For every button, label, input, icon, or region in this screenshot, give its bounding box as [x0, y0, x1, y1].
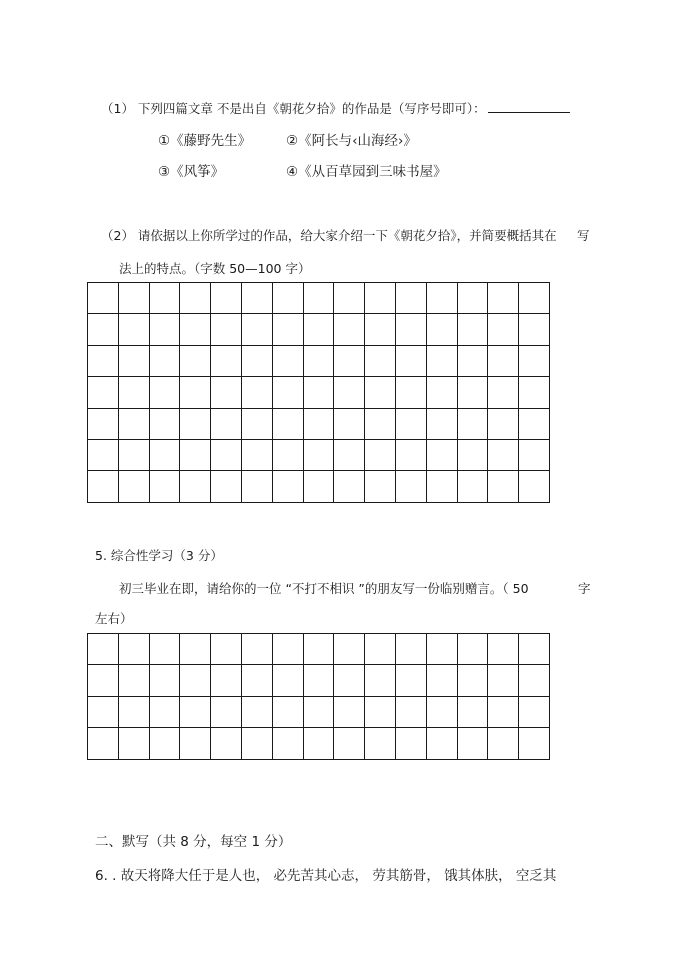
grid-cell[interactable]	[519, 345, 550, 376]
grid-cell[interactable]	[365, 665, 396, 696]
grid-cell[interactable]	[241, 377, 272, 408]
grid-cell[interactable]	[303, 665, 334, 696]
grid-cell[interactable]	[457, 283, 488, 314]
grid-cell[interactable]	[241, 471, 272, 502]
grid-cell[interactable]	[395, 471, 426, 502]
q5-heading: 5. 综合性学习（3 分）	[95, 548, 223, 563]
grid-cell[interactable]	[241, 728, 272, 759]
q5-prompt-line2: 左右）	[95, 611, 133, 626]
grid-cell[interactable]	[519, 634, 550, 665]
grid-cell[interactable]	[118, 696, 149, 727]
grid-cell[interactable]	[395, 665, 426, 696]
grid-cell[interactable]	[334, 634, 365, 665]
grid-cell[interactable]	[241, 439, 272, 470]
grid-cell[interactable]	[334, 377, 365, 408]
grid-cell[interactable]	[334, 283, 365, 314]
grid-cell[interactable]	[457, 377, 488, 408]
grid-cell[interactable]	[149, 634, 180, 665]
grid-cell[interactable]	[457, 728, 488, 759]
grid-cell[interactable]	[149, 283, 180, 314]
q2-prompt-line1-tail: 写	[577, 228, 590, 243]
grid-cell[interactable]	[365, 377, 396, 408]
grid-cell[interactable]	[334, 439, 365, 470]
q1-prompt	[101, 101, 570, 117]
grid-cell[interactable]	[88, 665, 119, 696]
grid-cell[interactable]	[395, 408, 426, 439]
grid-cell[interactable]	[426, 634, 457, 665]
grid-cell[interactable]	[488, 314, 519, 345]
grid-cell[interactable]	[180, 728, 211, 759]
grid-cell[interactable]	[519, 696, 550, 727]
q6-text: 6. . 故天将降大任于是人也， 必先苦其心志， 劳其筋骨， 饿其体肤， 空乏其	[95, 868, 557, 884]
grid-cell[interactable]	[180, 471, 211, 502]
q5-prompt-line1-tail: 字	[578, 581, 591, 596]
grid-cell[interactable]	[272, 408, 303, 439]
grid-cell[interactable]	[488, 408, 519, 439]
grid-cell[interactable]	[241, 665, 272, 696]
grid-cell[interactable]	[180, 283, 211, 314]
grid-row	[88, 696, 550, 727]
grid-cell[interactable]	[365, 634, 396, 665]
grid-cell[interactable]	[272, 634, 303, 665]
grid-cell[interactable]	[88, 471, 119, 502]
grid-row	[88, 634, 550, 665]
grid-row	[88, 377, 550, 408]
grid-cell[interactable]	[180, 377, 211, 408]
grid-cell[interactable]	[334, 345, 365, 376]
grid-cell[interactable]	[303, 283, 334, 314]
grid-cell[interactable]	[118, 283, 149, 314]
grid-cell[interactable]	[303, 471, 334, 502]
grid-cell[interactable]	[149, 471, 180, 502]
grid-cell[interactable]	[272, 283, 303, 314]
grid-cell[interactable]	[118, 345, 149, 376]
q1-option-2: ②《阿长与‹山海经›》	[286, 133, 417, 149]
grid-cell[interactable]	[519, 728, 550, 759]
grid-cell[interactable]	[426, 665, 457, 696]
grid-cell[interactable]	[149, 439, 180, 470]
grid-cell[interactable]	[334, 471, 365, 502]
q5-writing-grid[interactable]	[87, 633, 550, 760]
grid-cell[interactable]	[88, 728, 119, 759]
grid-cell[interactable]	[457, 471, 488, 502]
grid-row	[88, 665, 550, 696]
grid-cell[interactable]	[272, 314, 303, 345]
grid-cell[interactable]	[395, 728, 426, 759]
grid-cell[interactable]	[303, 408, 334, 439]
grid-cell[interactable]	[241, 696, 272, 727]
grid-cell[interactable]	[395, 634, 426, 665]
grid-cell[interactable]	[488, 471, 519, 502]
grid-cell[interactable]	[241, 408, 272, 439]
grid-cell[interactable]	[488, 634, 519, 665]
grid-cell[interactable]	[272, 377, 303, 408]
grid-cell[interactable]	[488, 439, 519, 470]
grid-cell[interactable]	[488, 283, 519, 314]
grid-cell[interactable]	[365, 345, 396, 376]
grid-cell[interactable]	[211, 377, 242, 408]
grid-cell[interactable]	[488, 665, 519, 696]
grid-cell[interactable]	[488, 728, 519, 759]
grid-cell[interactable]	[426, 345, 457, 376]
grid-cell[interactable]	[88, 634, 119, 665]
grid-cell[interactable]	[488, 377, 519, 408]
grid-cell[interactable]	[118, 408, 149, 439]
grid-cell[interactable]	[334, 665, 365, 696]
grid-cell[interactable]	[211, 471, 242, 502]
grid-cell[interactable]	[365, 728, 396, 759]
grid-cell[interactable]	[211, 696, 242, 727]
q2-prompt-line1: （2） 请依据以上你所学过的作品，给大家介绍一下《朝花夕拾》，并简要概括其在	[101, 228, 557, 243]
grid-cell[interactable]	[180, 439, 211, 470]
grid-cell[interactable]	[211, 345, 242, 376]
grid-cell[interactable]	[211, 314, 242, 345]
grid-cell[interactable]	[303, 345, 334, 376]
q5-prompt-line1: 初三毕业在即，请给你的一位 “不打不相识 ”的朋友写一份临别赠言。（ 50	[119, 581, 529, 596]
grid-cell[interactable]	[149, 408, 180, 439]
grid-cell[interactable]	[426, 377, 457, 408]
grid-cell[interactable]	[457, 314, 488, 345]
grid-cell[interactable]	[180, 408, 211, 439]
grid-cell[interactable]	[334, 314, 365, 345]
grid-cell[interactable]	[272, 439, 303, 470]
grid-cell[interactable]	[149, 377, 180, 408]
grid-cell[interactable]	[334, 728, 365, 759]
grid-cell[interactable]	[211, 728, 242, 759]
grid-cell[interactable]	[118, 471, 149, 502]
grid-cell[interactable]	[88, 314, 119, 345]
grid-cell[interactable]	[118, 665, 149, 696]
grid-cell[interactable]	[519, 408, 550, 439]
grid-cell[interactable]	[457, 345, 488, 376]
grid-cell[interactable]	[365, 314, 396, 345]
grid-cell[interactable]	[303, 439, 334, 470]
q2-prompt-line2: 法上的特点。（字数 50—100 字）	[119, 261, 311, 276]
grid-cell[interactable]	[272, 728, 303, 759]
grid-cell[interactable]	[303, 377, 334, 408]
grid-cell[interactable]	[365, 696, 396, 727]
grid-cell[interactable]	[365, 471, 396, 502]
q1-prompt-text: （1） 下列四篇文章 不是出自《朝花夕拾》的作品是（写序号即可）：	[101, 101, 486, 116]
grid-cell[interactable]	[180, 314, 211, 345]
grid-cell[interactable]	[180, 696, 211, 727]
grid-cell[interactable]	[241, 314, 272, 345]
grid-cell[interactable]	[457, 634, 488, 665]
q1-option-4: ④《从百草园到三味书屋》	[286, 164, 447, 180]
grid-cell[interactable]	[519, 471, 550, 502]
grid-cell[interactable]	[241, 283, 272, 314]
q2-writing-grid[interactable]	[87, 282, 550, 503]
grid-cell[interactable]	[457, 665, 488, 696]
grid-cell[interactable]	[395, 439, 426, 470]
grid-cell[interactable]	[426, 471, 457, 502]
grid-cell[interactable]	[457, 696, 488, 727]
grid-row	[88, 283, 550, 314]
grid-cell[interactable]	[334, 696, 365, 727]
grid-cell[interactable]	[426, 408, 457, 439]
grid-cell[interactable]	[88, 377, 119, 408]
grid-cell[interactable]	[211, 408, 242, 439]
grid-cell[interactable]	[519, 439, 550, 470]
grid-cell[interactable]	[334, 408, 365, 439]
grid-cell[interactable]	[118, 439, 149, 470]
grid-cell[interactable]	[395, 377, 426, 408]
q1-option-1: ①《藤野先生》	[158, 133, 252, 149]
grid-cell[interactable]	[88, 408, 119, 439]
grid-cell[interactable]	[149, 665, 180, 696]
grid-row	[88, 471, 550, 502]
grid-cell[interactable]	[88, 283, 119, 314]
grid-cell[interactable]	[180, 634, 211, 665]
grid-cell[interactable]	[488, 345, 519, 376]
grid-cell[interactable]	[88, 439, 119, 470]
grid-cell[interactable]	[519, 377, 550, 408]
grid-cell[interactable]	[395, 314, 426, 345]
q1-option-3: ③《风筝》	[158, 164, 225, 180]
grid-cell[interactable]	[272, 345, 303, 376]
grid-cell[interactable]	[303, 728, 334, 759]
grid-cell[interactable]	[457, 439, 488, 470]
grid-cell[interactable]	[118, 314, 149, 345]
grid-cell[interactable]	[118, 377, 149, 408]
grid-cell[interactable]	[272, 696, 303, 727]
grid-cell[interactable]	[519, 314, 550, 345]
grid-cell[interactable]	[118, 634, 149, 665]
grid-cell[interactable]	[149, 314, 180, 345]
grid-cell[interactable]	[272, 471, 303, 502]
grid-row	[88, 314, 550, 345]
grid-cell[interactable]	[118, 728, 149, 759]
grid-cell[interactable]	[395, 283, 426, 314]
grid-cell[interactable]	[426, 728, 457, 759]
grid-row	[88, 345, 550, 376]
grid-cell[interactable]	[426, 696, 457, 727]
grid-cell[interactable]	[519, 283, 550, 314]
grid-cell[interactable]	[149, 345, 180, 376]
grid-row	[88, 728, 550, 759]
grid-cell[interactable]	[241, 634, 272, 665]
grid-cell[interactable]	[519, 665, 550, 696]
grid-cell[interactable]	[395, 345, 426, 376]
grid-cell[interactable]	[180, 665, 211, 696]
grid-cell[interactable]	[395, 696, 426, 727]
grid-cell[interactable]	[426, 314, 457, 345]
q1-answer-blank[interactable]	[488, 101, 570, 113]
grid-cell[interactable]	[303, 314, 334, 345]
grid-cell[interactable]	[180, 345, 211, 376]
grid-cell[interactable]	[88, 345, 119, 376]
grid-cell[interactable]	[149, 728, 180, 759]
grid-cell[interactable]	[303, 696, 334, 727]
grid-cell[interactable]	[272, 665, 303, 696]
grid-row	[88, 408, 550, 439]
grid-cell[interactable]	[426, 283, 457, 314]
grid-cell[interactable]	[211, 634, 242, 665]
grid-cell[interactable]	[211, 283, 242, 314]
grid-cell[interactable]	[88, 696, 119, 727]
grid-cell[interactable]	[303, 634, 334, 665]
grid-cell[interactable]	[211, 665, 242, 696]
grid-row	[88, 439, 550, 470]
grid-cell[interactable]	[457, 408, 488, 439]
grid-cell[interactable]	[211, 439, 242, 470]
grid-cell[interactable]	[241, 345, 272, 376]
grid-cell[interactable]	[149, 696, 180, 727]
grid-cell[interactable]	[365, 283, 396, 314]
grid-cell[interactable]	[365, 408, 396, 439]
section2-heading: 二、默写（共 8 分，每空 1 分）	[95, 834, 292, 850]
grid-cell[interactable]	[488, 696, 519, 727]
grid-cell[interactable]	[365, 439, 396, 470]
grid-cell[interactable]	[426, 439, 457, 470]
